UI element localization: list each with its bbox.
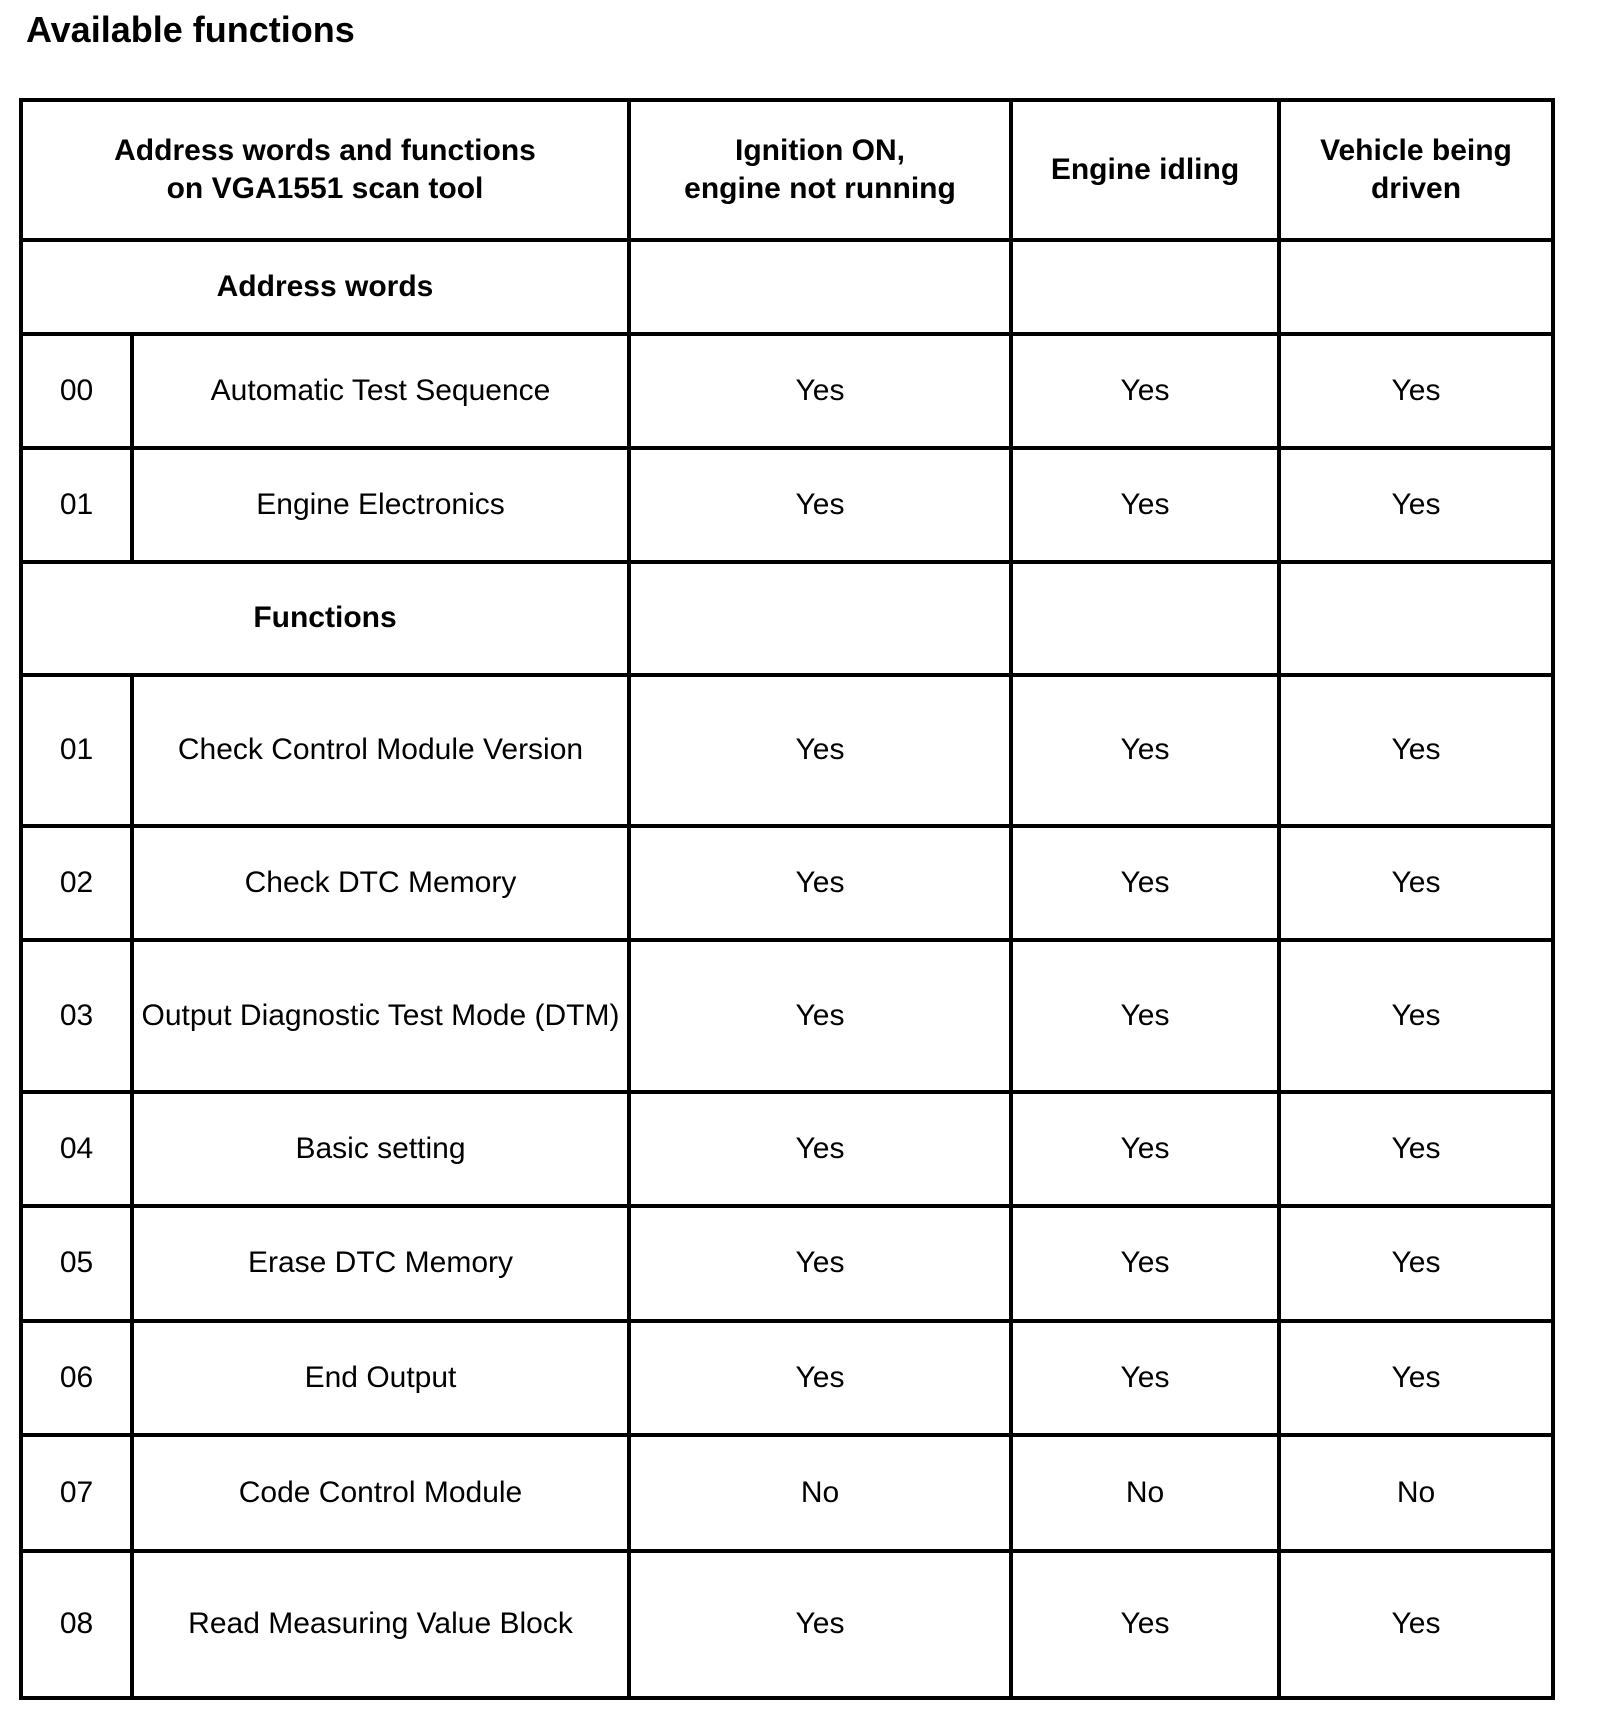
code-cell: 03	[21, 940, 132, 1092]
ignition-on-value: Yes	[629, 826, 1011, 940]
code-cell: 02	[21, 826, 132, 940]
description-cell: Basic setting	[132, 1092, 629, 1206]
description-cell: Check DTC Memory	[132, 826, 629, 940]
engine-idling-value: Yes	[1011, 826, 1279, 940]
ignition-on-value: Yes	[629, 1092, 1011, 1206]
table-row	[21, 448, 1553, 561]
ignition-on-value: Yes	[629, 334, 1011, 448]
header-address-words-functions: Address words and functions on VGA1551 scan tool	[21, 100, 629, 240]
engine-idling-value: Yes	[1011, 334, 1279, 448]
section-label-functions: Functions	[21, 562, 629, 675]
code-cell: 00	[21, 334, 132, 448]
table-row	[21, 1435, 1553, 1551]
section-row	[21, 240, 1553, 334]
engine-idling-value: Yes	[1011, 1321, 1279, 1435]
ignition-on-value: Yes	[629, 448, 1011, 561]
header-ignition-on: Ignition ON, engine not running	[629, 100, 1011, 240]
ignition-on-value: No	[629, 1435, 1011, 1551]
page-title: Available functions	[26, 9, 355, 50]
engine-idling-value: No	[1011, 1435, 1279, 1551]
vehicle-driven-value: Yes	[1279, 1092, 1553, 1206]
table-row	[21, 1206, 1553, 1320]
description-cell: Output Diagnostic Test Mode (DTM)	[132, 940, 629, 1092]
table-row	[21, 334, 1553, 448]
section-label-address-words: Address words	[21, 240, 629, 334]
code-cell: 04	[21, 1092, 132, 1206]
table-row	[21, 940, 1553, 1092]
engine-idling-value: Yes	[1011, 1092, 1279, 1206]
description-cell: Read Measuring Value Block	[132, 1551, 629, 1698]
empty-cell	[629, 240, 1011, 334]
section-row	[21, 562, 1553, 675]
description-cell: Engine Electronics	[132, 448, 629, 561]
code-cell: 01	[21, 675, 132, 826]
ignition-on-value: Yes	[629, 1321, 1011, 1435]
code-cell: 07	[21, 1435, 132, 1551]
engine-idling-value: Yes	[1011, 940, 1279, 1092]
table-row	[21, 1551, 1553, 1698]
vehicle-driven-value: Yes	[1279, 1321, 1553, 1435]
empty-cell	[1011, 562, 1279, 675]
vehicle-driven-value: Yes	[1279, 334, 1553, 448]
empty-cell	[1011, 240, 1279, 334]
description-cell: Automatic Test Sequence	[132, 334, 629, 448]
vehicle-driven-value: Yes	[1279, 1551, 1553, 1698]
code-cell: 06	[21, 1321, 132, 1435]
vehicle-driven-value: Yes	[1279, 1206, 1553, 1320]
vehicle-driven-value: Yes	[1279, 675, 1553, 826]
description-cell: Erase DTC Memory	[132, 1206, 629, 1320]
header-engine-idling: Engine idling	[1011, 100, 1279, 240]
code-cell: 05	[21, 1206, 132, 1320]
vehicle-driven-value: Yes	[1279, 940, 1553, 1092]
ignition-on-value: Yes	[629, 1551, 1011, 1698]
table-row	[21, 1321, 1553, 1435]
description-cell: End Output	[132, 1321, 629, 1435]
table-row	[21, 675, 1553, 826]
header-row	[21, 100, 1553, 240]
vehicle-driven-value: Yes	[1279, 448, 1553, 561]
code-cell: 01	[21, 448, 132, 561]
ignition-on-value: Yes	[629, 1206, 1011, 1320]
empty-cell	[1279, 240, 1553, 334]
vehicle-driven-value: No	[1279, 1435, 1553, 1551]
description-cell: Check Control Module Version	[132, 675, 629, 826]
vehicle-driven-value: Yes	[1279, 826, 1553, 940]
empty-cell	[629, 562, 1011, 675]
engine-idling-value: Yes	[1011, 1206, 1279, 1320]
description-cell: Code Control Module	[132, 1435, 629, 1551]
table-row	[21, 826, 1553, 940]
functions-table	[19, 98, 1555, 1700]
engine-idling-value: Yes	[1011, 675, 1279, 826]
engine-idling-value: Yes	[1011, 448, 1279, 561]
engine-idling-value: Yes	[1011, 1551, 1279, 1698]
empty-cell	[1279, 562, 1553, 675]
table-row	[21, 1092, 1553, 1206]
ignition-on-value: Yes	[629, 940, 1011, 1092]
ignition-on-value: Yes	[629, 675, 1011, 826]
code-cell: 08	[21, 1551, 132, 1698]
header-vehicle-driven: Vehicle being driven	[1279, 100, 1553, 240]
